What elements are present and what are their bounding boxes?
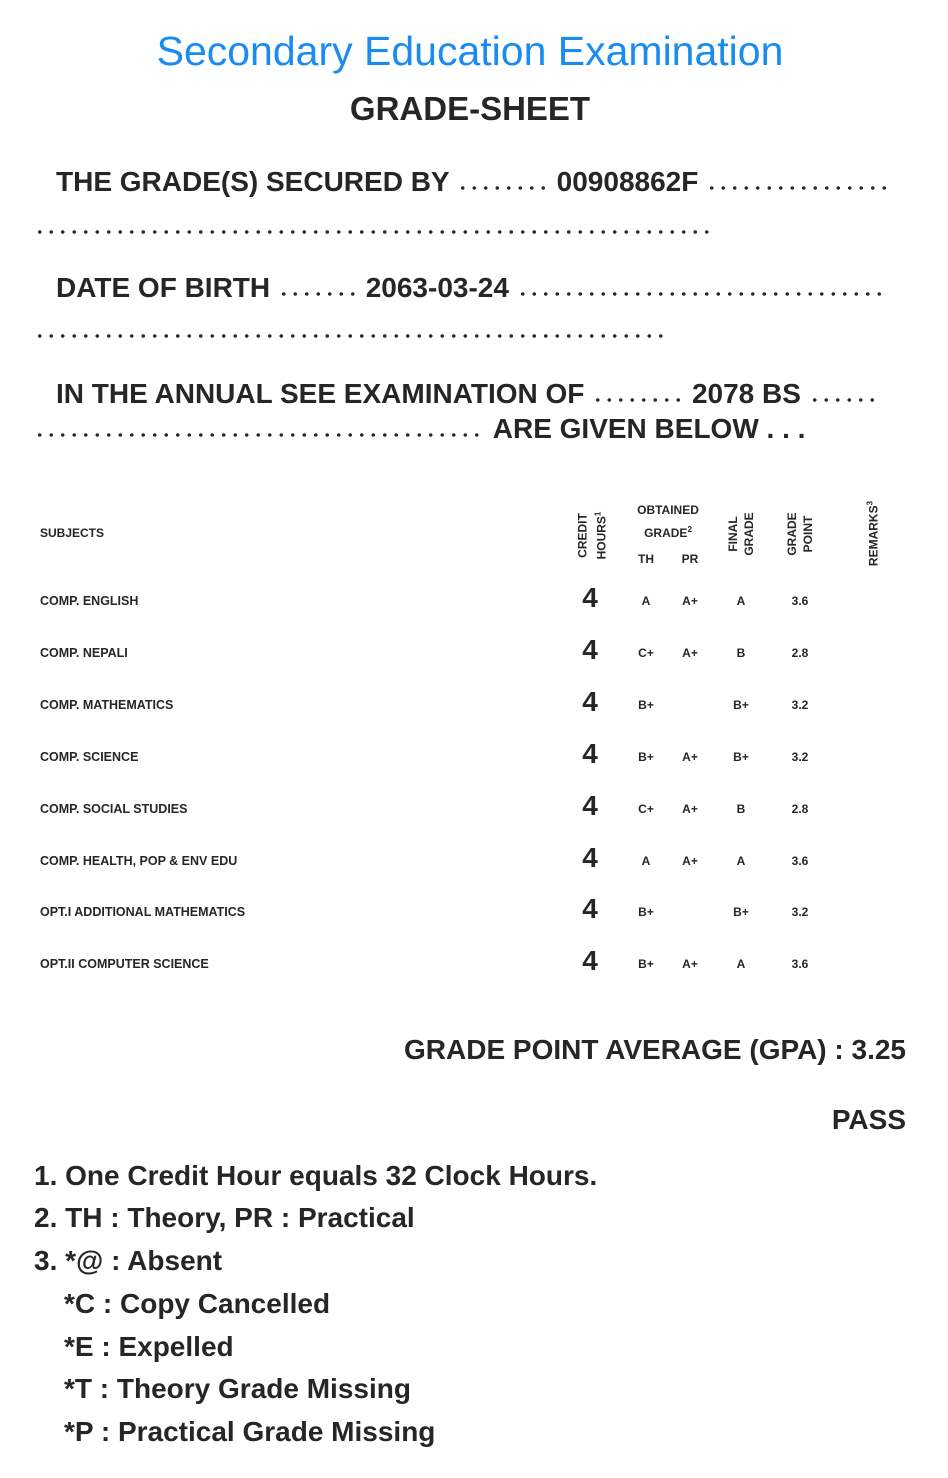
secured-by-line	[56, 166, 891, 198]
practical-grade: A+	[682, 801, 698, 816]
grade-point: 3.6	[791, 957, 809, 972]
final-grade: B	[736, 801, 746, 816]
note: *E : Expelled	[64, 1331, 234, 1362]
subject-name: COMP. MATHEMATICS	[40, 697, 174, 712]
theory-grade: B+	[638, 905, 654, 920]
dob-line	[56, 272, 881, 304]
subject-name: OPT.I ADDITIONAL MATHEMATICS	[40, 905, 246, 920]
grade-point: 3.2	[791, 749, 809, 764]
header-pr: PR	[681, 552, 699, 566]
final-grade: A	[736, 594, 746, 608]
credit-hours: 4	[582, 841, 598, 873]
theory-grade: C+	[638, 645, 654, 660]
practical-grade: A+	[682, 645, 698, 660]
theory-grade: B+	[638, 957, 654, 972]
grade-point: 3.6	[791, 853, 809, 868]
given-below-line	[34, 413, 805, 445]
dob-value: 2063-03-24	[365, 272, 509, 303]
exam-year: 2078 BS	[691, 378, 801, 409]
header-remarks: REMARKS$^3$	[865, 500, 881, 567]
header-th: TH	[638, 552, 654, 566]
exam-label: IN THE ANNUAL SEE EXAMINATION OF	[56, 378, 585, 409]
dob-label: DATE OF BIRTH	[56, 272, 271, 303]
theory-grade: A	[641, 594, 651, 608]
note: 1. One Credit Hour equals 32 Clock Hours.	[34, 1160, 598, 1191]
result-status: PASS	[831, 1104, 906, 1135]
theory-grade: B+	[638, 749, 654, 764]
secured-by-label: THE GRADE(S) SECURED BY	[56, 166, 450, 197]
subject-name: COMP. HEALTH, POP & ENV EDU	[40, 853, 238, 868]
grade-point: 3.2	[791, 905, 809, 920]
theory-grade: A	[641, 853, 651, 868]
dotted-leader	[34, 333, 664, 339]
grade-point: 3.2	[791, 697, 809, 712]
practical-grade: A+	[682, 594, 698, 608]
grade-point: 2.8	[791, 801, 809, 816]
given-below: ARE GIVEN BELOW . . .	[492, 413, 806, 444]
subject-name: COMP. NEPALI	[40, 645, 128, 660]
grade-point: 3.6	[791, 594, 809, 608]
exam-title: Secondary Education Examination	[156, 28, 784, 74]
note: 2. TH : Theory, PR : Practical	[34, 1202, 415, 1233]
final-grade: A	[736, 853, 746, 868]
credit-hours: 4	[582, 582, 598, 613]
credit-hours: 4	[582, 789, 598, 821]
credit-hours: 4	[582, 685, 598, 717]
final-grade: B+	[733, 697, 749, 712]
note: *T : Theory Grade Missing	[64, 1373, 411, 1404]
grade-sheet-heading: GRADE-SHEET	[349, 90, 591, 127]
grade-point: 2.8	[791, 645, 809, 660]
practical-grade: A+	[682, 957, 698, 972]
header-credit-hours: CREDIT HOURS$^1$	[575, 511, 609, 560]
final-grade: A	[736, 957, 746, 972]
subject-name: COMP. SCIENCE	[40, 749, 139, 764]
credit-hours: 4	[582, 945, 598, 977]
credit-hours: 4	[582, 893, 598, 925]
note: 3. *@ : Absent	[34, 1245, 223, 1276]
dotted-leader	[34, 229, 714, 235]
header-final-grade: FINAL GRADE	[726, 512, 756, 556]
exam-line	[56, 378, 879, 410]
subject-name: OPT.II COMPUTER SCIENCE	[40, 957, 209, 972]
final-grade: B+	[733, 749, 749, 764]
theory-grade: C+	[638, 801, 654, 816]
note: *C : Copy Cancelled	[64, 1288, 331, 1319]
practical-grade: A+	[682, 749, 698, 764]
header-obtained-grade: OBTAINED GRADE$^2$	[637, 503, 699, 540]
final-grade: B+	[733, 905, 749, 920]
subject-name: COMP. SOCIAL STUDIES	[40, 801, 188, 816]
symbol-number: 00908862F	[556, 166, 699, 197]
header-grade-point: GRADE POINT	[785, 512, 815, 556]
subject-name: COMP. ENGLISH	[40, 594, 139, 608]
note: *P : Practical Grade Missing	[64, 1416, 436, 1447]
final-grade: B	[736, 645, 746, 660]
credit-hours: 4	[582, 737, 598, 769]
gpa: GRADE POINT AVERAGE (GPA) : 3.25	[404, 1034, 906, 1065]
credit-hours: 4	[582, 633, 598, 665]
theory-grade: B+	[638, 697, 654, 712]
practical-grade: A+	[682, 853, 698, 868]
header-subjects: SUBJECTS	[40, 526, 105, 540]
